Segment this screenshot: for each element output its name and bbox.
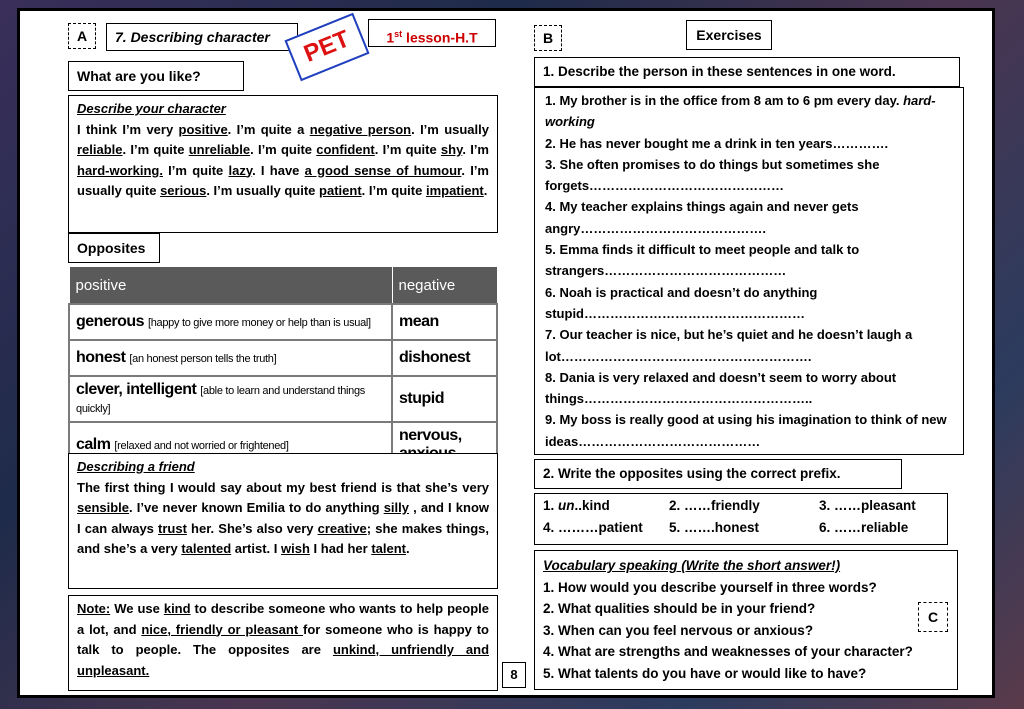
friend-segment: I had her <box>309 541 372 556</box>
ex2-box <box>534 493 948 545</box>
friend-segment: artist. I <box>231 541 282 556</box>
opposites-row <box>69 376 497 422</box>
friend-heading: Describing a friend <box>77 459 195 474</box>
describe-segment: positive <box>178 121 228 137</box>
ex1-box <box>534 87 964 455</box>
note-segment: unkind, unfriendly and unpleasant. <box>77 642 490 678</box>
negative-word: stupid <box>392 376 497 422</box>
pet-stamp: PET <box>284 13 369 82</box>
section-b-label: B <box>534 25 562 51</box>
friend-segment: sensible <box>77 500 130 515</box>
section-a-title: 7. Describing character <box>106 23 298 51</box>
positive-cell <box>69 376 392 422</box>
describe-segment: lazy <box>228 162 253 178</box>
note-segment: Note: <box>77 601 111 616</box>
describe-segment: . I’m usually <box>411 121 489 137</box>
friend-segment: talented <box>181 541 232 556</box>
describe-segment: . I’m quite <box>250 142 317 157</box>
describe-segment: . I’m quite <box>361 183 426 198</box>
prefix-blank[interactable]: 1. un..kind <box>543 498 610 513</box>
describe-body <box>77 120 489 202</box>
ex2-row-1 <box>543 498 939 520</box>
positive-word: calm <box>76 436 115 453</box>
describe-character-box <box>68 95 498 233</box>
vocab-heading: Vocabulary speaking (Write the short answer!) <box>543 558 841 573</box>
describe-segment: . I have <box>252 162 305 178</box>
describe-heading: Describe your character <box>77 101 226 116</box>
definition: [relaxed and not worried or frightened] <box>114 440 289 452</box>
ex1-item: 8. Dania is very relaxed and doesn’t seem to worry about things…………………………………………….. <box>545 369 897 407</box>
ex1-item: 6. Noah is practical and doesn’t do anything stupid…………………………………………… <box>545 284 818 321</box>
note-box <box>68 595 498 691</box>
ex1-item: 2. He has never bought me a drink in ten years…………. <box>545 135 889 151</box>
note-body <box>77 599 489 681</box>
prefix-blank[interactable]: 6. ……reliable <box>819 520 909 535</box>
friend-segment: her. She’s also very <box>186 520 318 536</box>
describe-segment: . I’m usually quite <box>77 162 489 198</box>
negative-word: mean <box>392 304 497 340</box>
prefix-blank[interactable]: 4. ………patient <box>543 520 643 535</box>
opposites-table <box>68 266 498 469</box>
definition: [an honest person tells the truth] <box>129 353 277 365</box>
section-c-label: C <box>918 602 948 632</box>
friend-segment: . <box>406 541 410 556</box>
describe-segment: reliable <box>77 142 123 157</box>
note-segment: kind <box>163 601 191 616</box>
ex2-title: 2. Write the opposites using the correct prefix. <box>534 459 902 489</box>
describe-segment: . I’m quite <box>374 142 441 157</box>
note-segment: to describe someone who wants to help people a lot, and <box>77 601 489 637</box>
worksheet <box>17 8 995 698</box>
ex1-item: 9. My boss is really good at using his imagination to think of new ideas…………………………………… <box>545 412 947 449</box>
describe-segment: . I’m usually quite <box>206 183 320 198</box>
opposites-label: Opposites <box>68 233 160 263</box>
note-segment: We use <box>110 601 164 616</box>
positive-word: generous <box>76 313 148 330</box>
positive-word: honest <box>76 349 130 366</box>
friend-body <box>77 478 489 560</box>
ex1-item: 1. My brother is in the office from 8 am to 6 pm every day. hard-working <box>545 93 936 130</box>
describe-segment: serious <box>160 183 207 198</box>
vocab-question: 5. What talents do you have or would like to have? <box>543 665 867 681</box>
describe-segment: . <box>483 183 488 198</box>
friend-segment: wish <box>281 541 310 556</box>
vocab-question: 2. What qualities should be in your friend? <box>543 601 816 616</box>
ex1-item: 4. My teacher explains things again and never gets angry……………………………………. <box>545 199 859 236</box>
what-are-you-like-label: What are you like? <box>68 61 244 91</box>
describe-segment: patient <box>319 183 362 198</box>
positive-cell <box>69 340 392 376</box>
describing-friend-box <box>68 453 498 589</box>
vocab-box <box>534 550 958 690</box>
header-negative: negative <box>392 267 497 305</box>
prefix-blank[interactable]: 3. ……pleasant <box>819 498 916 513</box>
ex1-answer: hard-working <box>545 93 936 130</box>
vocab-question: 4. What are strengths and weaknesses of your character? <box>543 644 913 659</box>
negative-word: nervous, <box>392 422 497 468</box>
note-segment: for someone who is happy to talk to people. The opposites are <box>77 621 489 657</box>
describe-segment: confident <box>316 142 375 157</box>
positive-word: clever, intelligent <box>76 381 201 398</box>
section-a-label: A <box>68 23 96 49</box>
definition: [happy to give more money or help than is usual] <box>147 317 371 329</box>
friend-segment: silly <box>383 500 409 515</box>
ex1-item: 3. She often promises to do things but sometimes she forgets……………………………………… <box>545 156 880 194</box>
opposites-row <box>69 340 497 376</box>
note-segment: nice, friendly or pleasant <box>141 621 304 637</box>
friend-segment: . I’ve never known Emilia to do anything <box>129 500 384 515</box>
prefix-blank[interactable]: 5. …….honest <box>669 520 760 535</box>
ex1-list <box>545 90 953 452</box>
page-number: 8 <box>502 662 526 688</box>
describe-segment: . I’m quite a <box>227 121 310 137</box>
ex1-item: 5. Emma finds it difficult to meet people and talk to strangers…………………………………… <box>545 242 860 279</box>
describe-segment: I think I’m very <box>77 121 179 137</box>
opposites-row <box>69 304 497 340</box>
vocab-question: 3. When can you feel nervous or anxious? <box>543 622 814 638</box>
friend-segment: The first thing I would say about my best friend is that she’s very <box>77 479 489 495</box>
friend-segment: creative <box>317 520 367 536</box>
describe-segment: unreliable <box>188 142 251 157</box>
vocab-question: 1. How would you describe yourself in three words? <box>543 579 877 595</box>
positive-cell <box>69 304 392 340</box>
friend-segment: ; she makes things, and she’s a very <box>77 520 489 556</box>
exercises-label: Exercises <box>686 20 772 50</box>
definition: [able to learn and understand things quickly] <box>76 385 365 415</box>
describe-segment: hard-working. <box>77 162 163 178</box>
ex1-item: 7. Our teacher is nice, but he’s quiet and he doesn’t laugh a lot…………………………………………………. <box>545 327 913 364</box>
lesson-label: 1st lesson-H.T <box>368 19 496 47</box>
friend-segment: , and I know I can always <box>77 500 489 536</box>
describe-segment: shy <box>440 142 463 157</box>
describe-segment: I’m quite <box>162 162 229 178</box>
friend-segment: trust <box>158 520 187 536</box>
prefix-blank[interactable]: 2. ……friendly <box>669 498 760 513</box>
friend-segment: talent <box>371 541 406 556</box>
ex1-title: 1. Describe the person in these sentences in one word. <box>534 57 960 87</box>
describe-segment: . I’m quite <box>122 142 189 157</box>
header-positive: positive <box>69 267 392 305</box>
vocab-list <box>543 577 949 685</box>
describe-segment: a good sense of humour <box>304 162 462 178</box>
describe-segment: . I’m <box>462 142 489 157</box>
ex2-row-2 <box>543 520 939 542</box>
describe-segment: impatient <box>425 183 484 198</box>
describe-segment: negative person <box>309 121 412 137</box>
negative-word: dishonest <box>392 340 497 376</box>
